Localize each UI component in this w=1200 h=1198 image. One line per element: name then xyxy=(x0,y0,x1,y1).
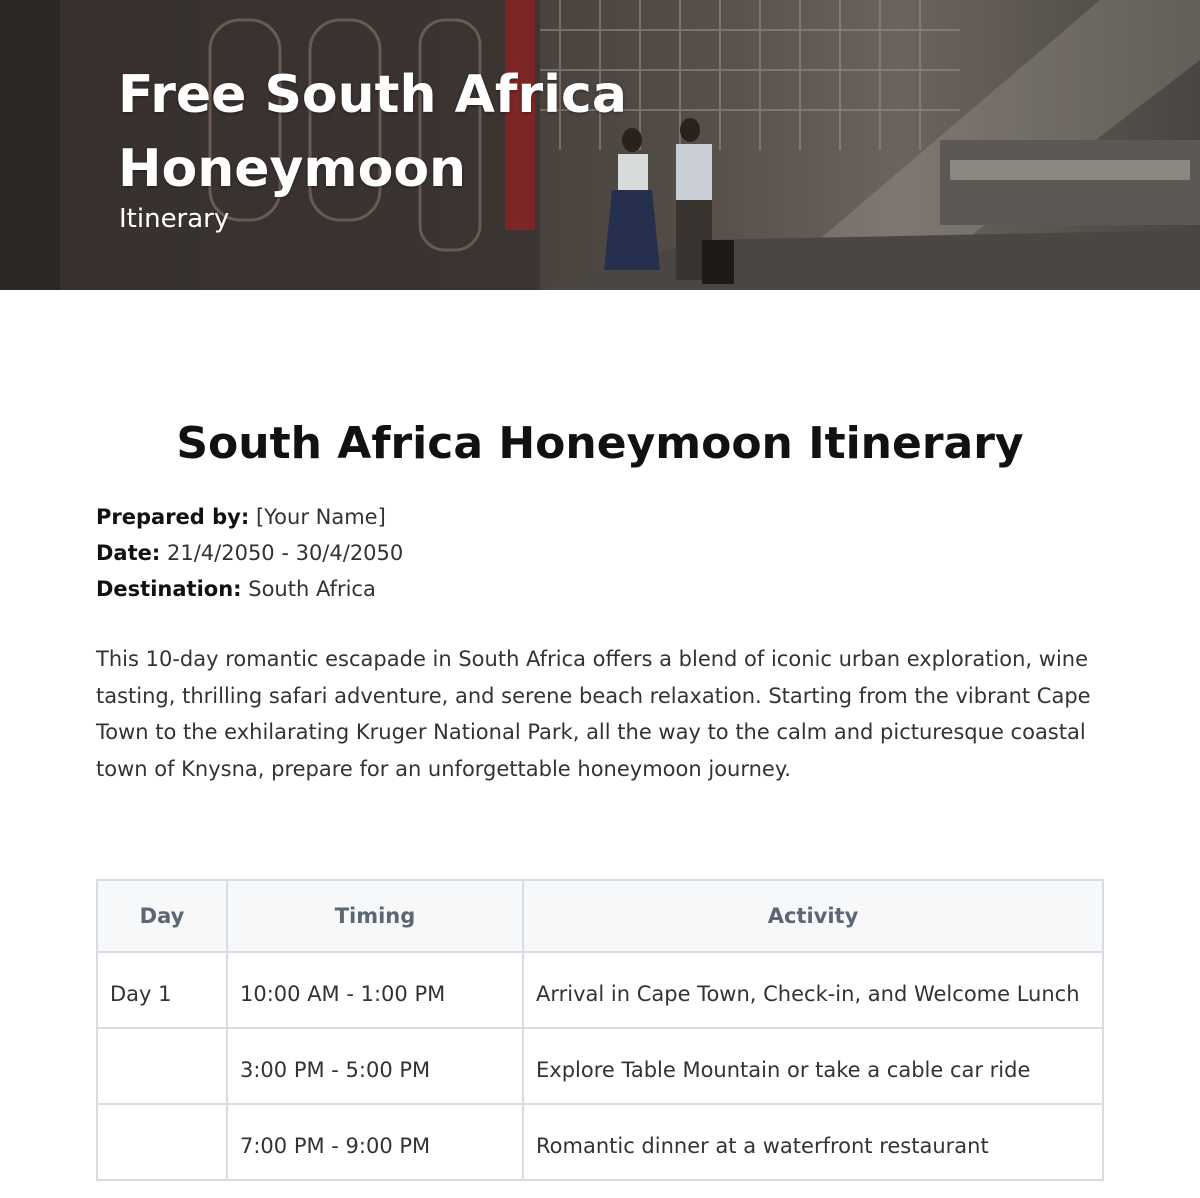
meta-date xyxy=(96,535,403,571)
meta-prepared-by xyxy=(96,499,403,535)
meta-value: South Africa xyxy=(248,577,376,601)
itinerary-table xyxy=(96,879,1104,1181)
hero-title: Free South Africa Honeymoon xyxy=(118,65,627,199)
table-row xyxy=(97,952,1103,1028)
cell-day xyxy=(97,1028,227,1104)
cell-timing: 7:00 PM - 9:00 PM xyxy=(227,1104,523,1180)
table-header-row xyxy=(97,880,1103,952)
meta-value: 21/4/2050 - 30/4/2050 xyxy=(166,541,404,565)
document-meta xyxy=(96,499,403,607)
cell-activity: Explore Table Mountain or take a cable car ride xyxy=(523,1028,1103,1104)
meta-destination xyxy=(96,571,403,607)
cell-timing: 3:00 PM - 5:00 PM xyxy=(227,1028,523,1104)
hero-banner xyxy=(0,0,1200,290)
table-row xyxy=(97,1028,1103,1104)
table-row xyxy=(97,1104,1103,1180)
document-title: South Africa Honeymoon Itinerary xyxy=(176,418,1024,469)
meta-label: Prepared by: xyxy=(96,505,250,529)
hero-subtitle: Itinerary xyxy=(119,204,230,234)
cell-timing: 10:00 AM - 1:00 PM xyxy=(227,952,523,1028)
cell-day: Day 1 xyxy=(97,952,227,1028)
header-activity: Activity xyxy=(523,880,1103,952)
intro-paragraph: This 10-day romantic escapade in South Africa offers a blend of iconic urban exploration, wine tasting, thrilling safari adventure, and serene beach relaxation. Starting from the vibrant Cape Town to the exhilarating Kruger National Park, all the way to the calm and picturesque coastal town of Knysna, prepare for an unforgettable honeymoon journey. xyxy=(96,647,1091,781)
meta-label: Date: xyxy=(96,541,161,565)
cell-day xyxy=(97,1104,227,1180)
header-day: Day xyxy=(97,880,227,952)
meta-label: Destination: xyxy=(96,577,242,601)
cell-activity: Romantic dinner at a waterfront restaurant xyxy=(523,1104,1103,1180)
header-timing: Timing xyxy=(227,880,523,952)
cell-activity: Arrival in Cape Town, Check-in, and Welcome Lunch xyxy=(523,952,1103,1028)
meta-value: [Your Name] xyxy=(255,505,386,529)
